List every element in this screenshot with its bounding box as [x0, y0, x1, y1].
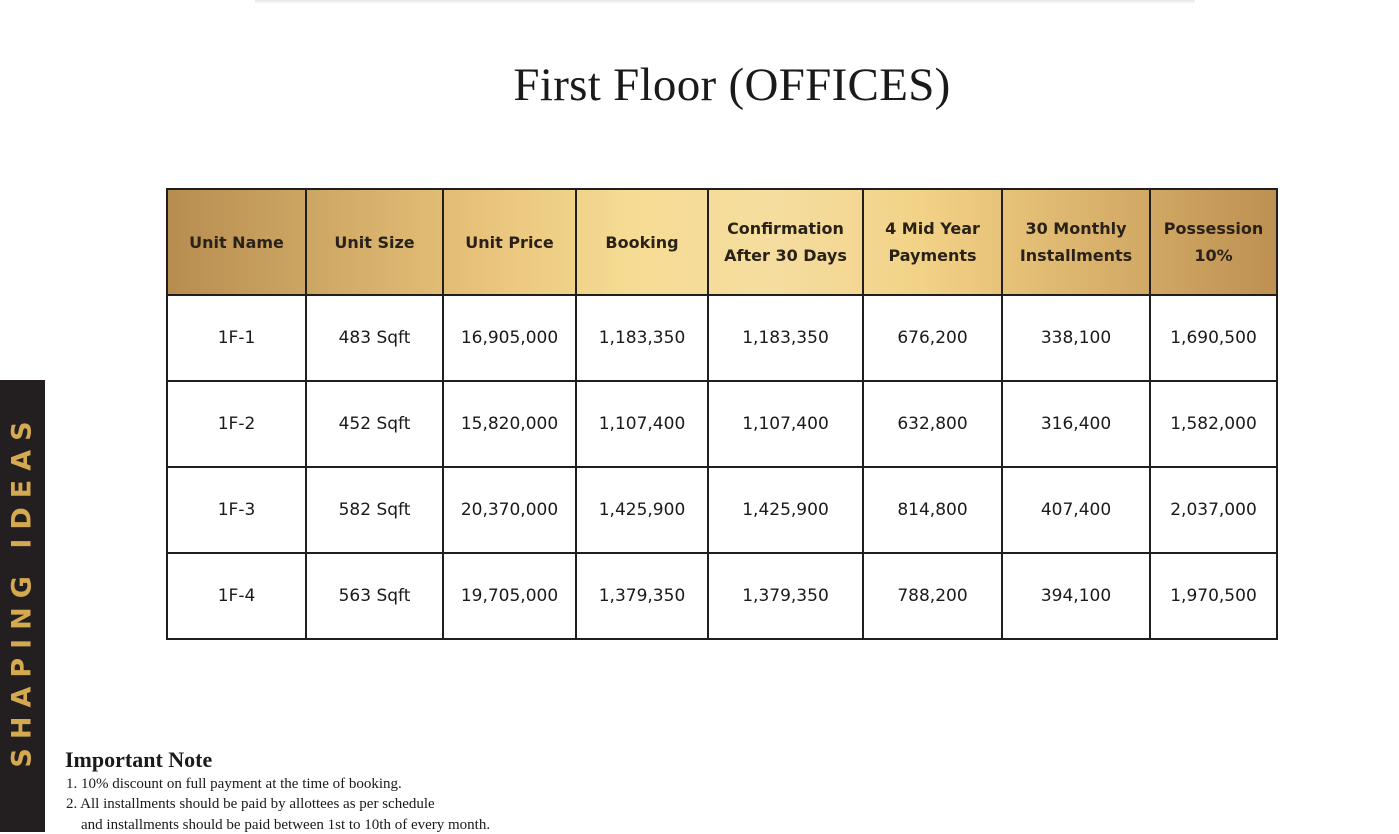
- table-row: [167, 295, 1277, 381]
- header-unit-price: Unit Price: [443, 189, 576, 295]
- cell-possession: 1,970,500: [1150, 553, 1277, 639]
- cell-unit-price: 15,820,000: [443, 381, 576, 467]
- cell-unit-price: 19,705,000: [443, 553, 576, 639]
- cell-possession: 1,582,000: [1150, 381, 1277, 467]
- cell-monthly-installments: 394,100: [1002, 553, 1150, 639]
- header-confirmation: Confirmation After 30 Days: [708, 189, 863, 295]
- cell-booking: 1,379,350: [576, 553, 708, 639]
- cell-monthly-installments: 338,100: [1002, 295, 1150, 381]
- header-possession: Possession 10%: [1150, 189, 1277, 295]
- cell-possession: 1,690,500: [1150, 295, 1277, 381]
- header-mid-year-payments: 4 Mid Year Payments: [863, 189, 1002, 295]
- note-line: and installments should be paid between 1st to 10th of every month.: [81, 817, 491, 833]
- cell-unit-name: 1F-3: [167, 467, 306, 553]
- cell-booking: 1,425,900: [576, 467, 708, 553]
- side-brand-label: SHAPING IDEAS: [6, 412, 38, 768]
- cell-unit-name: 1F-1: [167, 295, 306, 381]
- cell-mid-year-payments: 788,200: [863, 553, 1002, 639]
- header-unit-name: Unit Name: [167, 189, 306, 295]
- page-title: First Floor (OFFICES): [513, 59, 951, 111]
- cell-unit-price: 16,905,000: [443, 295, 576, 381]
- header-monthly-installments: 30 Monthly Installments: [1002, 189, 1150, 295]
- cell-confirmation: 1,107,400: [708, 381, 863, 467]
- cell-mid-year-payments: 632,800: [863, 381, 1002, 467]
- cell-confirmation: 1,425,900: [708, 467, 863, 553]
- cell-confirmation: 1,379,350: [708, 553, 863, 639]
- cell-booking: 1,107,400: [576, 381, 708, 467]
- cell-unit-size: 483 Sqft: [306, 295, 443, 381]
- note-line: 1. 10% discount on full payment at the time of booking.: [66, 776, 402, 792]
- cell-unit-name: 1F-4: [167, 553, 306, 639]
- header-unit-size: Unit Size: [306, 189, 443, 295]
- cell-booking: 1,183,350: [576, 295, 708, 381]
- cell-unit-name: 1F-2: [167, 381, 306, 467]
- cell-monthly-installments: 316,400: [1002, 381, 1150, 467]
- cell-mid-year-payments: 814,800: [863, 467, 1002, 553]
- note-line: 2. All installments should be paid by allottees as per schedule: [66, 796, 435, 812]
- payment-plan-table: [166, 188, 1278, 640]
- cell-confirmation: 1,183,350: [708, 295, 863, 381]
- cell-unit-size: 582 Sqft: [306, 467, 443, 553]
- cell-unit-size: 563 Sqft: [306, 553, 443, 639]
- cell-unit-price: 20,370,000: [443, 467, 576, 553]
- cell-possession: 2,037,000: [1150, 467, 1277, 553]
- table-header-row: [167, 189, 1277, 295]
- table-row: [167, 467, 1277, 553]
- table-row: [167, 553, 1277, 639]
- table-row: [167, 381, 1277, 467]
- top-divider-line: [255, 0, 1195, 4]
- cell-unit-size: 452 Sqft: [306, 381, 443, 467]
- header-booking: Booking: [576, 189, 708, 295]
- cell-monthly-installments: 407,400: [1002, 467, 1150, 553]
- important-note-heading: Important Note: [65, 747, 213, 772]
- cell-mid-year-payments: 676,200: [863, 295, 1002, 381]
